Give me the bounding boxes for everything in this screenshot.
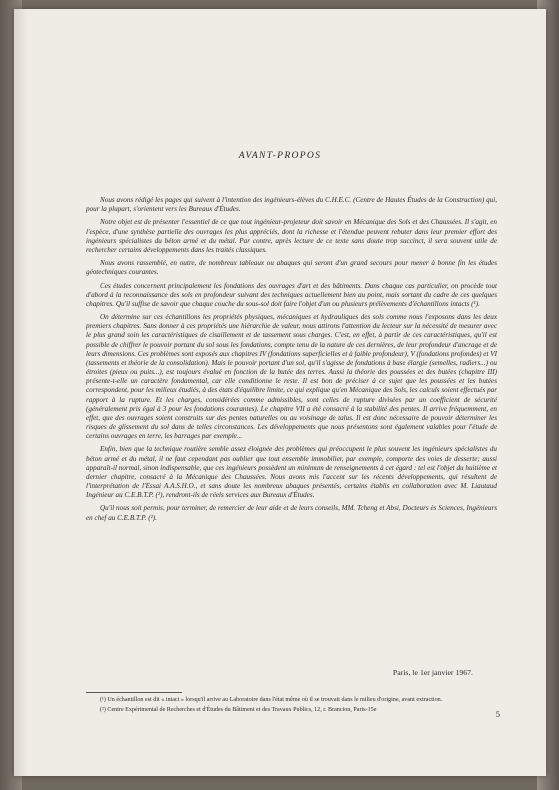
paragraph: Qu'il nous soit permis, pour terminer, de remercier de leur aide et de leurs conseils, MM. Tcheng et Absi, Docteurs ès Sciences, Ingénieurs en chef au C.E.B.T.P. (²). bbox=[86, 504, 497, 522]
dateline: Paris, le 1er janvier 1967. bbox=[392, 668, 473, 677]
page-number: 5 bbox=[495, 709, 500, 719]
footnote: (¹) Un échantillon est dit « intact » lorsqu'il arrive au Laboratoire dans l'état même où il se trouvait dans le milieu d'origine, avant extraction. bbox=[100, 697, 443, 703]
footnotes bbox=[86, 696, 498, 716]
page-gutter bbox=[14, 9, 28, 776]
paragraph: Notre objet est de présenter l'essentiel de ce que tout ingénieur-projeteur doit savoir en Mécanique des Sols et des Chaussées. Il s'agit, en l'espèce, d'une synthèse partielle des ouvrages les plus appréciés, dont la richesse et l'étendue peuvent rebuter dans leur premier effort des ingénieurs spécialistes du béton armé et du métal. Par contre, après lecture de ce texte sans doute trop succinct, il sera souvent utile de rechercher certains développements dans les traités classiques. bbox=[86, 218, 497, 254]
paragraph: Nous avons rédigé les pages qui suivent à l'intention des ingénieurs-élèves du C.H.E.C. (Centre de Hautes Études de la Construction) qui, pour la plupart, s'orientent vers les Bureaux d'Études. bbox=[86, 196, 497, 214]
paragraph: On détermine sur ces échantillons les propriétés physiques, mécaniques et hydrauliques des sols comme nous l'exposons dans les deux premiers chapitres. Sans donner à ces propriétés une hiérarchie de valeur, nous attirons l'attention du lecteur sur la nécessité de mesurer avec le plus grand soin les caractéristiques de cisaillement et de tassement sous charges. C'est, en effet, à partir de ces caractéristiques, qu'il est possible de chiffrer le pouvoir portant du sol sous les fondations, compte tenu de la nature de ces dernières, de leur profondeur d'ancrage et de leurs dimensions. Ces problèmes sont exposés aux chapitres IV (fondations superficielles et à faible profondeur), V (fondations profondes) et VI (tassements et théorie de la consolidation). Mais le pouvoir portant d'un sol, qu'il s'agisse de fondations à base élargie (semelles, radiers...) ou étroites (pieux ou puits...), est toujours évalué en fonction de la butée des terres. Aussi la théorie des poussées et des butées (chapitre III) présente-t-elle un caractère fondamental, car elle conditionne le reste. Il est bon de préciser à ce sujet que les poussées et les butées correspondent, pour les milieux étudiés, à des états d'équilibre limite, ce qui explique qu'en Mécanique des Sols, les calculs soient effectués par rapport à la rupture. Et les charges, considérées comme admissibles, sont celles de rupture divisées par un coefficient de sécurité (généralement pris égal à 3 pour les fondations courantes). Le chapitre VII a été consacré à la stabilité des pentes. Il arrive fréquemment, en effet, que des ouvrages soient construits sur des pentes naturelles ou au voisinage de talus. Il est donc nécessaire de pouvoir déterminer les risques de glissement du sol dans de telles circonstances. Les développements que nous présentons sont également valables pour l'étude de certains ouvrages en terre, les barrages par exemple... bbox=[86, 313, 497, 441]
paragraph: Ces études concernent principalement les fondations des ouvrages d'art et des bâtiments. Dans chaque cas particulier, on procède tout d'abord à la reconnaissance des sols en profondeur suivant des techniques actuellement bien au point, mais sortant du cadre de ces quelques chapitres. Qu'il suffise de savoir que chaque couche du sous-sol doit faire l'objet d'un ou plusieurs prélèvements d'échantillons intacts (¹). bbox=[86, 281, 497, 308]
footnote-rule bbox=[86, 692, 182, 693]
paragraph: Nous avons rassemblé, en outre, de nombreux tableaux ou abaques qui seront d'un grand secours pour mener à bonne fin les études géotechniques courantes. bbox=[86, 259, 497, 277]
page-title: AVANT-PROPOS bbox=[238, 150, 322, 161]
body-text bbox=[86, 196, 497, 527]
footnote: (²) Centre Expérimental de Recherches et d'Études du Bâtiment et des Travaux Publics, 12, r. Brancion, Paris-15e bbox=[100, 706, 377, 713]
paragraph: Enfin, bien que la technique routière semble assez éloignée des problèmes qui préoccupent le plus souvent les ingénieurs spécialistes du béton armé et du métal, il ne faut cependant pas oublier que tout ensemble immobilier, par exemple, comporte des voies de desserte; aussi apparaît-il normal, sinon indispensable, que ces ingénieurs possèdent un minimum de renseignements à cet égard : tel est l'objet du huitième et dernier chapitre, consacré à la Mécanique des Chaussées. Nous avons mis l'accent sur les récents développements, qui résultent de l'interprétation de l'Essai A.A.S.H.O., et sans doute les nombreux abaques présentés, certains établis en collaboration avec M. Liautaud Ingénieur au C.E.B.T.P. (²), rendront-ils de réels services aux Bureaux d'Études. bbox=[86, 445, 497, 500]
book-page bbox=[14, 9, 546, 776]
